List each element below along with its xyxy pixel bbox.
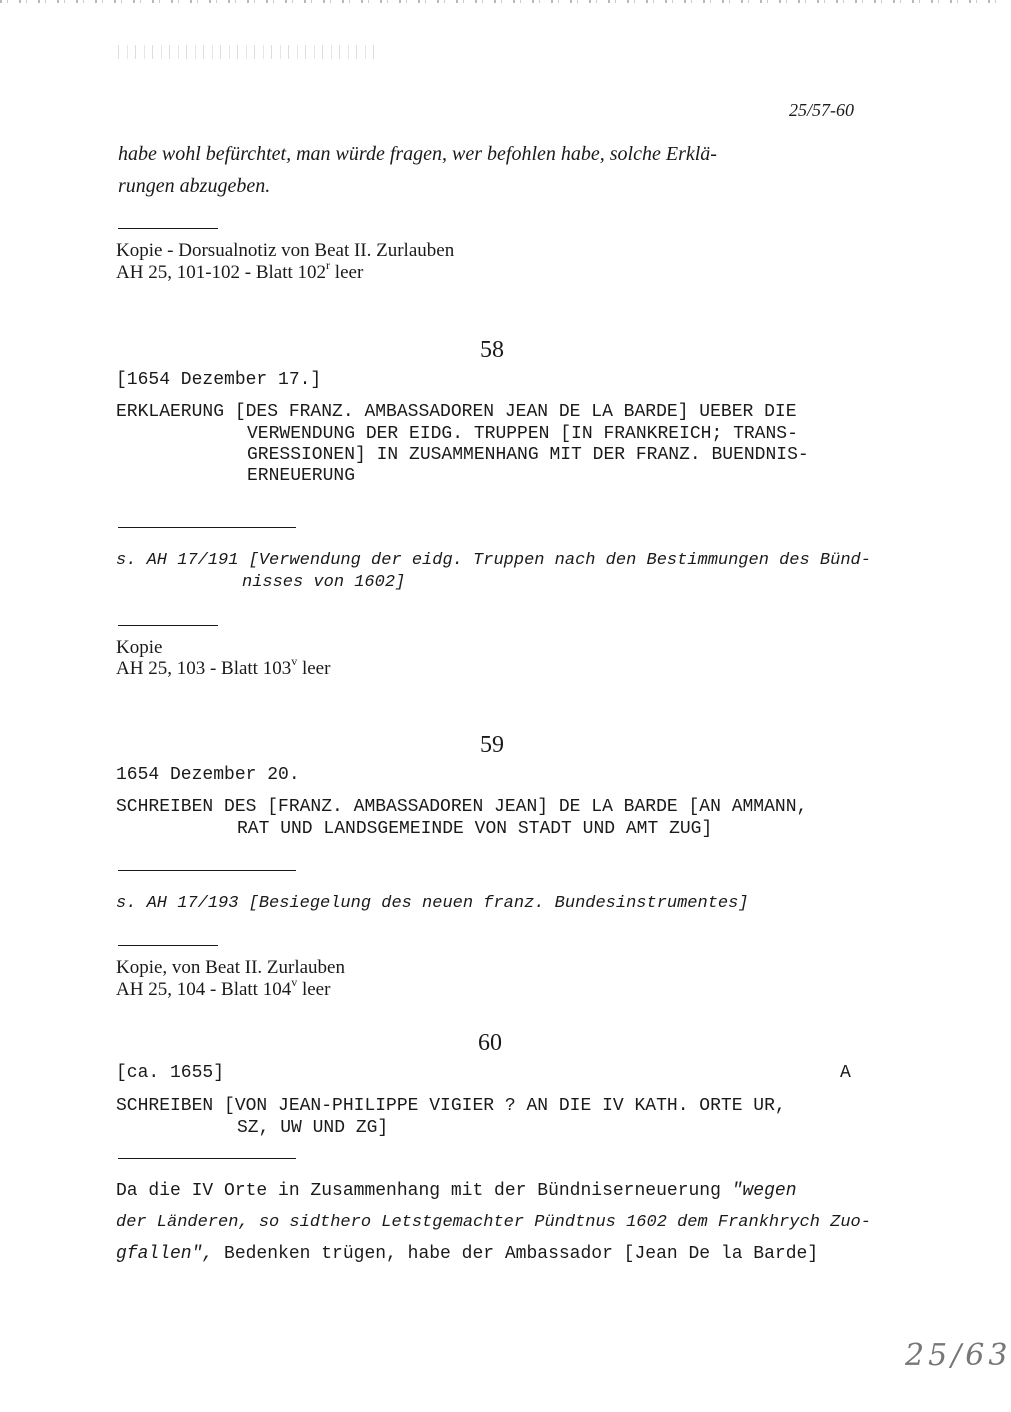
- entry-60-number: 60: [478, 1030, 502, 1056]
- source-57-line-1: Kopie - Dorsualnotiz von Beat II. Zurlauben: [116, 240, 455, 261]
- intro-line-1: habe wohl befürchtet, man würde fragen, wer befohlen habe, solche Erklä-: [118, 143, 717, 165]
- entry-58-ref-line-1: s. AH 17/191 [Verwendung der eidg. Truppen nach den Bestimmungen des Bünd-: [116, 551, 871, 570]
- entry-59-title-line-2: RAT UND LANDSGEMEINDE VON STADT UND AMT ZUG]: [237, 819, 713, 839]
- faint-bleed-through: [118, 45, 378, 59]
- entry-59-title-line-1: SCHREIBEN DES [FRANZ. AMBASSADOREN JEAN] DE LA BARDE [AN AMMANN,: [116, 797, 808, 817]
- entry-60-body-line-2: der Länderen, so sidthero Letstgemachter Pündtnus 1602 dem Frankhrych Zuo-: [116, 1213, 871, 1232]
- entry-58-title-line-2: VERWENDUNG DER EIDG. TRUPPEN [IN FRANKREICH; TRANS-: [247, 424, 798, 444]
- entry-59-ref: s. AH 17/193 [Besiegelung des neuen franz. Bundesinstrumentes]: [116, 894, 749, 913]
- separator-rule: [118, 945, 218, 946]
- entry-58-title-line-1: ERKLAERUNG [DES FRANZ. AMBASSADOREN JEAN DE LA BARDE] UEBER DIE: [116, 402, 797, 422]
- entry-60-marker: A: [840, 1063, 851, 1083]
- entry-58-date: [1654 Dezember 17.]: [116, 370, 322, 390]
- page-reference: 25/57-60: [789, 100, 854, 120]
- entry-59-number: 59: [480, 732, 504, 758]
- corner-pencil-mark: 25/63: [905, 1338, 1011, 1373]
- scan-edge-noise: [0, 0, 1000, 3]
- entry-59-date: 1654 Dezember 20.: [116, 765, 300, 785]
- separator-rule: [118, 870, 296, 871]
- entry-60-title-line-2: SZ, UW UND ZG]: [237, 1118, 389, 1138]
- entry-58-title-line-3: GRESSIONEN] IN ZUSAMMENHANG MIT DER FRANZ. BUENDNIS-: [247, 445, 809, 465]
- entry-60-body-line-1: Da die IV Orte in Zusammenhang mit der Bündniserneuerung "wegen: [116, 1181, 797, 1201]
- entry-59-source-line-2: AH 25, 104 - Blatt 104$^v$ leer: [116, 974, 331, 1000]
- entry-58-number: 58: [480, 337, 504, 363]
- intro-line-2: rungen abzugeben.: [118, 175, 271, 197]
- separator-rule: [118, 527, 296, 528]
- entry-60-body-line-3: gfallen", Bedenken trügen, habe der Ambassador [Jean De la Barde]: [116, 1244, 819, 1264]
- entry-60-title-line-1: SCHREIBEN [VON JEAN-PHILIPPE VIGIER ? AN DIE IV KATH. ORTE UR,: [116, 1096, 786, 1116]
- source-57-line-2: AH 25, 101-102 - Blatt 102$^r$ leer: [116, 257, 364, 283]
- separator-rule: [118, 1158, 296, 1159]
- separator-rule: [118, 625, 218, 626]
- entry-58-title-line-4: ERNEUERUNG: [247, 466, 356, 486]
- entry-58-source-line-1: Kopie: [116, 637, 163, 658]
- entry-59-source-line-1: Kopie, von Beat II. Zurlauben: [116, 957, 345, 978]
- entry-60-date: [ca. 1655]: [116, 1063, 225, 1083]
- entry-58-source-line-2: AH 25, 103 - Blatt 103$^v$ leer: [116, 653, 331, 679]
- entry-58-ref-line-2: nisses von 1602]: [242, 573, 406, 592]
- separator-rule: [118, 228, 218, 229]
